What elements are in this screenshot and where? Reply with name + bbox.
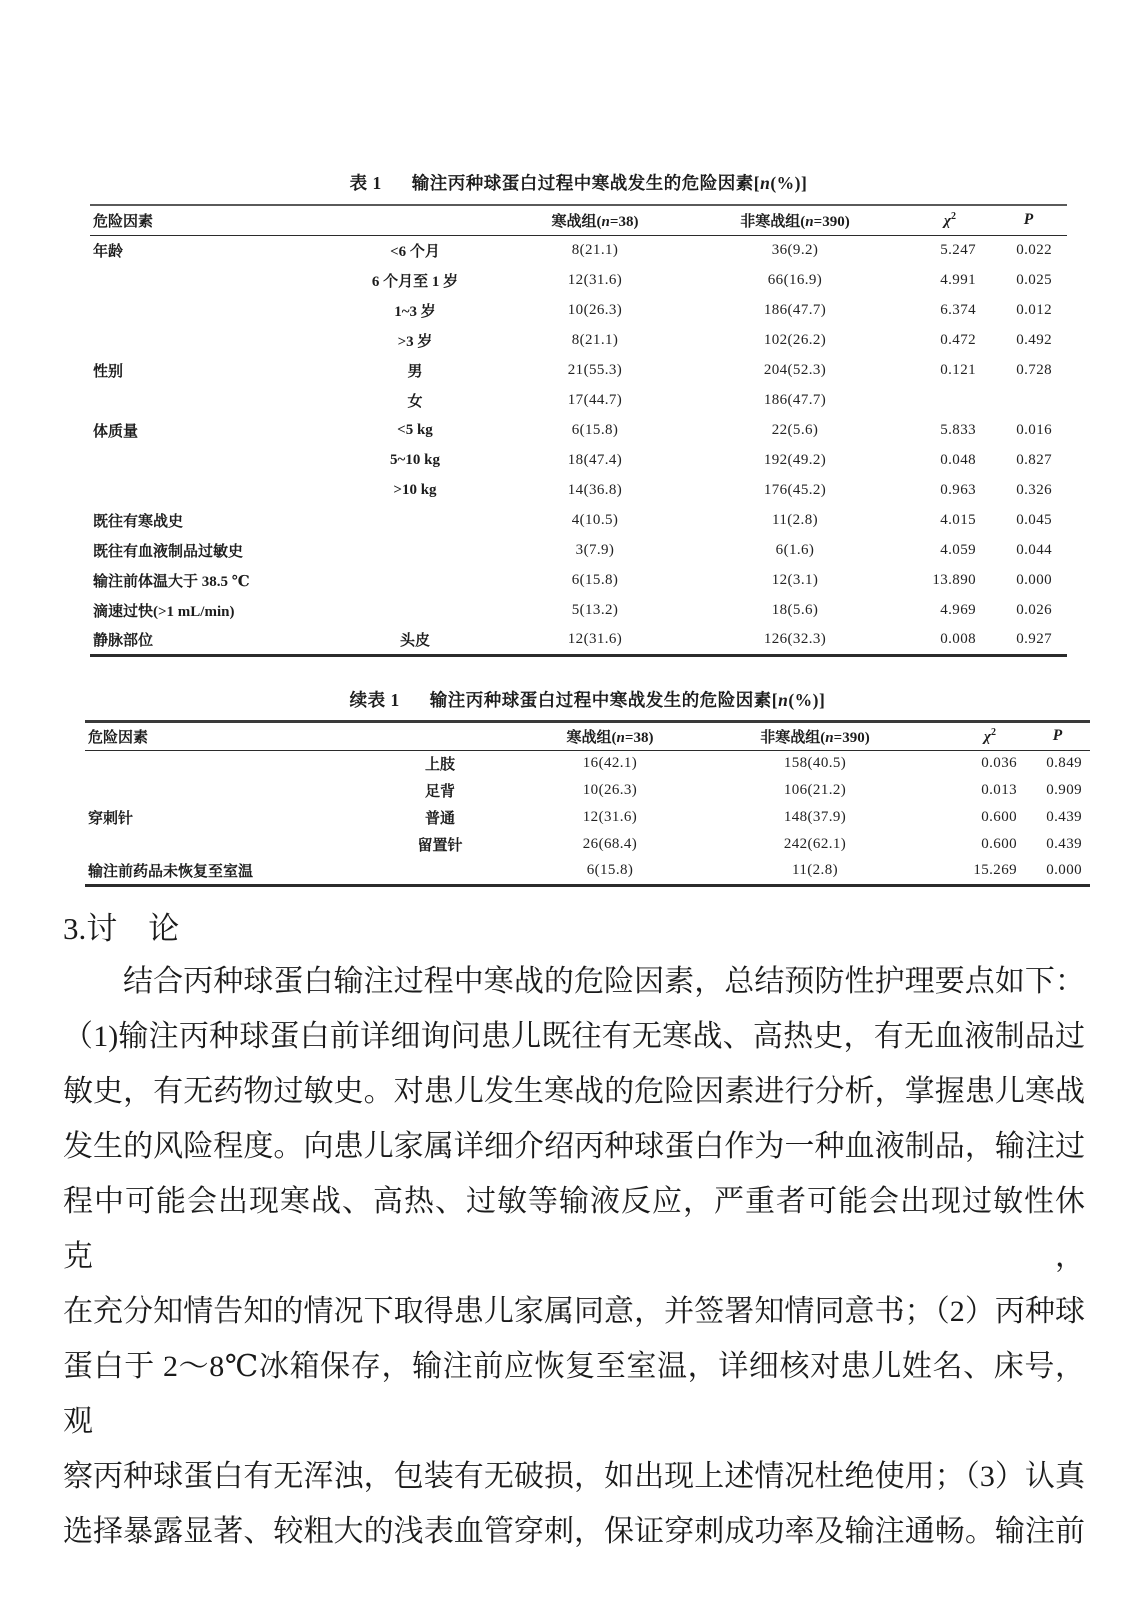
- cell-chi-square: 4.991: [940, 271, 976, 288]
- cell-factor: 性别: [93, 363, 124, 380]
- cell-p-value: 0.026: [1016, 601, 1052, 618]
- cell-chi-square: 13.890: [932, 571, 976, 588]
- paragraph-line: 敏史，有无药物过敏史。对患儿发生寒战的危险因素进行分析，掌握患儿寒战: [63, 1074, 1085, 1108]
- cell-nonchill-value: 176(45.2): [763, 481, 827, 498]
- cell-nonchill-value: 192(49.2): [763, 451, 827, 468]
- cell-subcategory: 足背: [424, 784, 455, 800]
- cell-chi-square: 4.059: [940, 541, 976, 558]
- cell-factor: 输注前体温大于 38.5 ℃: [93, 573, 250, 590]
- discussion-heading: 3.讨 论: [63, 910, 180, 946]
- cell-factor: 输注前药品未恢复至室温: [88, 864, 254, 881]
- paragraph-line: （1)输注丙种球蛋白前详细询问患儿既往有无寒战、高热史，有无血液制品过: [63, 1019, 1085, 1053]
- cell-p-value: 0.016: [1016, 421, 1052, 438]
- paragraph-line: 选择暴露显著、较粗大的浅表血管穿刺，保证穿刺成功率及输注通畅。输注前: [63, 1514, 1085, 1548]
- cell-p-value: 0.909: [1046, 782, 1082, 798]
- cell-nonchill-value: 102(26.2): [763, 331, 827, 348]
- cell-factor: 体质量: [93, 423, 139, 440]
- col-header-chill-group: 寒战组(n=38): [551, 213, 639, 230]
- table1-caption-title: 输注丙种球蛋白过程中寒战发生的危险因素[n(%)]: [411, 173, 808, 193]
- cell-chill-value: 10(26.3): [582, 782, 638, 798]
- table1-caption-label: 表 1: [349, 173, 382, 193]
- cell-subcategory: [335, 858, 545, 885]
- cell-nonchill-value: 106(21.2): [783, 782, 847, 798]
- table-row: [90, 625, 1067, 655]
- table1-caption: [90, 170, 1067, 195]
- cell-p-value: 0.000: [1046, 862, 1082, 879]
- table-row: [90, 475, 1067, 505]
- table-row: [90, 505, 1067, 535]
- cell-nonchill-value: 66(16.9): [767, 271, 823, 288]
- cell-subcategory: 上肢: [424, 757, 455, 774]
- cell-chi-square: 0.036: [981, 755, 1017, 772]
- table-row: [90, 325, 1067, 355]
- cell-chill-value: 10(26.3): [567, 301, 623, 318]
- table-row: [90, 595, 1067, 625]
- col-header-p-value: P: [1052, 727, 1063, 744]
- cell-p-value: 0.927: [1016, 630, 1052, 647]
- cell-p-value: 0.827: [1016, 451, 1052, 468]
- cell-factor: 穿刺针: [88, 811, 134, 827]
- cell-p-value: 0.326: [1016, 481, 1052, 498]
- cell-subcategory: 5~10 kg: [390, 451, 440, 468]
- cell-nonchill-value: 158(40.5): [783, 755, 847, 772]
- cell-chi-square: 0.048: [940, 451, 976, 468]
- cell-subcategory: 女: [407, 393, 423, 410]
- cell-nonchill-value: 204(52.3): [763, 361, 827, 378]
- cell-chill-value: 12(31.6): [582, 809, 638, 825]
- paragraph-line: 在充分知情告知的情况下取得患儿家属同意，并签署知情同意书；（2）丙种球: [63, 1294, 1085, 1328]
- col-header-chill-group: 寒战组(n=38): [566, 729, 654, 746]
- table-row: [85, 831, 1090, 858]
- table2-caption: [85, 687, 1090, 712]
- cell-nonchill-value: 12(3.1): [771, 571, 819, 588]
- paragraph-line: 蛋白于 2～8℃冰箱保存，输注前应恢复至室温，详细核对患儿姓名、床号，观: [63, 1349, 1085, 1438]
- cell-chi-square: 0.472: [940, 331, 976, 348]
- cell-p-value: 0.439: [1046, 836, 1082, 852]
- table2-caption-title: 输注丙种球蛋白过程中寒战发生的危险因素[n(%)]: [429, 689, 826, 710]
- cell-factor: 既往有寒战史: [93, 513, 184, 530]
- col-header-risk-factor: 危险因素: [93, 213, 154, 230]
- cell-factor: [90, 265, 320, 295]
- cell-chi-square: 0.963: [940, 481, 976, 498]
- cell-chill-value: 3(7.9): [575, 541, 615, 558]
- table-row: [90, 355, 1067, 385]
- cell-subcategory: 6 个月至 1 岁: [371, 273, 459, 290]
- table-row: [90, 385, 1067, 415]
- cell-chill-value: 6(15.8): [586, 862, 634, 879]
- cell-p-value: 0.492: [1016, 331, 1052, 348]
- cell-chi-square: 5.247: [940, 241, 976, 258]
- cell-p-value: 0.849: [1046, 755, 1082, 772]
- cell-subcategory: 普通: [424, 811, 455, 827]
- cell-subcategory: 留置针: [417, 838, 463, 854]
- cell-chill-value: 17(44.7): [567, 391, 623, 408]
- cell-chill-value: 12(31.6): [567, 630, 623, 647]
- paragraph-line: 察丙种球蛋白有无浑浊，包装有无破损，如出现上述情况杜绝使用；（3）认真: [63, 1459, 1085, 1493]
- col-header-nonchill-group: 非寒战组(n=390): [760, 729, 870, 746]
- cell-chill-value: 12(31.6): [567, 271, 623, 288]
- col-header-nonchill-group: 非寒战组(n=390): [740, 213, 850, 230]
- col-header-empty: [335, 721, 545, 750]
- cell-factor: 滴速过快(>1 mL/min): [93, 603, 235, 620]
- col-header-chi-square: $\chi^2$: [984, 726, 996, 745]
- cell-nonchill-value: 148(37.9): [783, 809, 847, 825]
- cell-factor: [85, 831, 335, 858]
- cell-p-value: 0.022: [1016, 241, 1052, 258]
- table-row: [90, 535, 1067, 565]
- cell-chill-value: 4(10.5): [571, 511, 619, 528]
- table1-header-row: [90, 205, 1067, 235]
- table2-header-row: [85, 721, 1090, 750]
- cell-factor: [85, 750, 335, 777]
- cell-chill-value: 21(55.3): [567, 361, 623, 378]
- cell-chill-value: 26(68.4): [582, 836, 638, 852]
- cell-factor: [85, 777, 335, 804]
- table-row: [85, 750, 1090, 777]
- cell-chi-square: 0.121: [940, 361, 976, 378]
- cell-chi-square: 4.015: [940, 511, 976, 528]
- cell-chi-square: [910, 385, 990, 415]
- table-row: [85, 804, 1090, 831]
- cell-chi-square: 4.969: [940, 601, 976, 618]
- cell-factor: [90, 385, 320, 415]
- cell-subcategory: 1~3 岁: [394, 303, 436, 320]
- cell-chill-value: 18(47.4): [567, 451, 623, 468]
- cell-factor: [90, 295, 320, 325]
- cell-nonchill-value: 22(5.6): [771, 421, 819, 438]
- table-row: [90, 295, 1067, 325]
- cell-chill-value: 16(42.1): [582, 755, 638, 772]
- cell-nonchill-value: 11(2.8): [792, 862, 838, 879]
- table-row: [90, 565, 1067, 595]
- cell-nonchill-value: 18(5.6): [771, 601, 819, 618]
- cell-nonchill-value: 11(2.8): [772, 511, 818, 528]
- cell-nonchill-value: 186(47.7): [763, 301, 827, 318]
- cell-subcategory: 头皮: [399, 632, 430, 649]
- cell-chi-square: 0.600: [981, 809, 1017, 825]
- risk-factors-table: [90, 204, 1067, 657]
- cell-nonchill-value: 126(32.3): [763, 630, 827, 647]
- cell-subcategory: [320, 505, 510, 535]
- cell-p-value: 0.012: [1016, 301, 1052, 318]
- cell-chi-square: 5.833: [940, 421, 976, 438]
- cell-chi-square: 0.013: [981, 782, 1017, 798]
- cell-nonchill-value: 186(47.7): [763, 391, 827, 408]
- col-header-risk-factor: 危险因素: [88, 729, 149, 746]
- paragraph-line: 发生的风险程度。向患儿家属详细介绍丙种球蛋白作为一种血液制品，输注过: [63, 1129, 1085, 1163]
- cell-p-value: 0.439: [1046, 809, 1082, 825]
- cell-chill-value: 8(21.1): [571, 331, 619, 348]
- cell-nonchill-value: 36(9.2): [771, 241, 819, 258]
- cell-p-value: 0.025: [1016, 271, 1052, 288]
- cell-subcategory: 男: [407, 363, 423, 380]
- risk-factors-continued-table: [85, 720, 1090, 887]
- table-row: [85, 777, 1090, 804]
- cell-chi-square: 0.600: [981, 836, 1017, 852]
- cell-chi-square: 6.374: [940, 301, 976, 318]
- cell-subcategory: <6 个月: [390, 243, 440, 260]
- cell-subcategory: >3 岁: [397, 333, 433, 350]
- cell-factor: [90, 325, 320, 355]
- cell-chill-value: 5(13.2): [571, 601, 619, 618]
- table-row: [90, 235, 1067, 265]
- cell-chi-square: 0.008: [940, 630, 976, 647]
- cell-subcategory: >10 kg: [393, 481, 437, 498]
- table-row: [90, 265, 1067, 295]
- cell-chill-value: 8(21.1): [571, 241, 619, 258]
- cell-p-value: 0.045: [1016, 511, 1052, 528]
- col-header-empty: [320, 205, 510, 235]
- cell-subcategory: [320, 565, 510, 595]
- cell-subcategory: <5 kg: [397, 421, 433, 438]
- cell-factor: 既往有血液制品过敏史: [93, 543, 244, 560]
- table-row: [90, 445, 1067, 475]
- cell-nonchill-value: 242(62.1): [783, 836, 847, 852]
- cell-p-value: 0.728: [1016, 361, 1052, 378]
- cell-factor: 年龄: [93, 243, 124, 260]
- cell-chill-value: 6(15.8): [571, 421, 619, 438]
- cell-p-value: 0.044: [1016, 541, 1052, 558]
- cell-p-value: [990, 385, 1067, 415]
- cell-subcategory: [320, 535, 510, 565]
- table-row: [85, 858, 1090, 885]
- discussion-paragraph: [63, 954, 1085, 1559]
- cell-factor: 静脉部位: [93, 632, 154, 649]
- cell-nonchill-value: 6(1.6): [775, 541, 815, 558]
- paragraph-line: 程中可能会出现寒战、高热、过敏等输液反应，严重者可能会出现过敏性休克，: [63, 1184, 1085, 1273]
- cell-subcategory: [320, 595, 510, 625]
- cell-p-value: 0.000: [1016, 571, 1052, 588]
- cell-chill-value: 14(36.8): [567, 481, 623, 498]
- table-row: [90, 415, 1067, 445]
- cell-chill-value: 6(15.8): [571, 571, 619, 588]
- cell-factor: [90, 445, 320, 475]
- cell-chi-square: 15.269: [973, 862, 1017, 879]
- col-header-chi-square: $\chi^2$: [944, 210, 956, 229]
- col-header-p-value: P: [1023, 211, 1034, 229]
- cell-factor: [90, 475, 320, 505]
- table2-caption-label: 续表 1: [349, 689, 400, 710]
- paragraph-line: 结合丙种球蛋白输注过程中寒战的危险因素，总结预防性护理要点如下：: [123, 964, 1085, 998]
